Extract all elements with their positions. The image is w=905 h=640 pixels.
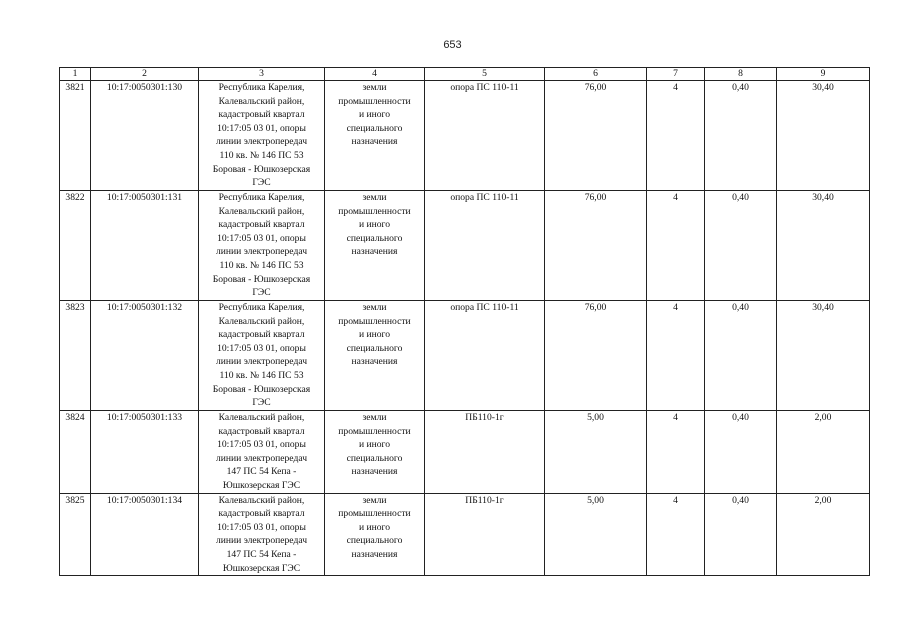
column-7-cell: 4 <box>647 191 705 301</box>
cadastral-number-cell: 10:17:0050301:133 <box>91 411 199 494</box>
row-number-cell: 3825 <box>60 493 91 576</box>
address-cell: Калевальский район, кадастровый квартал 10:17:05 03 01, опоры линии электропередач 147 ПС 54 Кепа - Юшкозерская ГЭС <box>199 493 325 576</box>
column-header: 7 <box>647 68 705 81</box>
column-7-cell: 4 <box>647 301 705 411</box>
row-number-cell: 3824 <box>60 411 91 494</box>
column-9-cell: 2,00 <box>777 493 870 576</box>
cadastral-number-cell: 10:17:0050301:132 <box>91 301 199 411</box>
table-row <box>60 301 870 411</box>
column-header: 8 <box>705 68 777 81</box>
column-header: 2 <box>91 68 199 81</box>
column-7-cell: 4 <box>647 411 705 494</box>
object-type-cell: ПБ110-1г <box>425 493 545 576</box>
address-cell: Республика Карелия, Калевальский район, кадастровый квартал 10:17:05 03 01, опоры линии электропередач 110 кв. № 146 ПС 53 Боровая - Юшкозерская ГЭС <box>199 191 325 301</box>
column-9-cell: 2,00 <box>777 411 870 494</box>
land-category-cell: земли промышленности и иного специального назначения <box>325 81 425 191</box>
column-8-cell: 0,40 <box>705 493 777 576</box>
column-9-cell: 30,40 <box>777 301 870 411</box>
cadastral-number-cell: 10:17:0050301:131 <box>91 191 199 301</box>
column-6-cell: 76,00 <box>545 301 647 411</box>
land-category-cell: земли промышленности и иного специального назначения <box>325 411 425 494</box>
column-6-cell: 76,00 <box>545 81 647 191</box>
column-7-cell: 4 <box>647 493 705 576</box>
column-6-cell: 76,00 <box>545 191 647 301</box>
table-row <box>60 191 870 301</box>
object-type-cell: опора ПС 110-11 <box>425 81 545 191</box>
cadastral-number-cell: 10:17:0050301:130 <box>91 81 199 191</box>
address-cell: Калевальский район, кадастровый квартал 10:17:05 03 01, опоры линии электропередач 147 ПС 54 Кепа - Юшкозерская ГЭС <box>199 411 325 494</box>
column-8-cell: 0,40 <box>705 301 777 411</box>
column-header: 1 <box>60 68 91 81</box>
address-cell: Республика Карелия, Калевальский район, кадастровый квартал 10:17:05 03 01, опоры линии электропередач 110 кв. № 146 ПС 53 Боровая - Юшкозерская ГЭС <box>199 81 325 191</box>
column-header: 6 <box>545 68 647 81</box>
column-6-cell: 5,00 <box>545 493 647 576</box>
column-header: 9 <box>777 68 870 81</box>
object-type-cell: опора ПС 110-11 <box>425 301 545 411</box>
column-header: 4 <box>325 68 425 81</box>
land-registry-table <box>59 67 870 576</box>
address-cell: Республика Карелия, Калевальский район, кадастровый квартал 10:17:05 03 01, опоры линии электропередач 110 кв. № 146 ПС 53 Боровая - Юшкозерская ГЭС <box>199 301 325 411</box>
column-9-cell: 30,40 <box>777 191 870 301</box>
row-number-cell: 3822 <box>60 191 91 301</box>
column-7-cell: 4 <box>647 81 705 191</box>
cadastral-number-cell: 10:17:0050301:134 <box>91 493 199 576</box>
column-8-cell: 0,40 <box>705 191 777 301</box>
land-category-cell: земли промышленности и иного специального назначения <box>325 301 425 411</box>
object-type-cell: ПБ110-1г <box>425 411 545 494</box>
table-row <box>60 81 870 191</box>
table-row <box>60 493 870 576</box>
column-header: 5 <box>425 68 545 81</box>
object-type-cell: опора ПС 110-11 <box>425 191 545 301</box>
land-category-cell: земли промышленности и иного специального назначения <box>325 493 425 576</box>
row-number-cell: 3821 <box>60 81 91 191</box>
land-category-cell: земли промышленности и иного специального назначения <box>325 191 425 301</box>
column-header: 3 <box>199 68 325 81</box>
table-header-row <box>60 68 870 81</box>
column-8-cell: 0,40 <box>705 81 777 191</box>
column-9-cell: 30,40 <box>777 81 870 191</box>
column-8-cell: 0,40 <box>705 411 777 494</box>
row-number-cell: 3823 <box>60 301 91 411</box>
table-row <box>60 411 870 494</box>
page-number: 653 <box>443 39 462 51</box>
column-6-cell: 5,00 <box>545 411 647 494</box>
